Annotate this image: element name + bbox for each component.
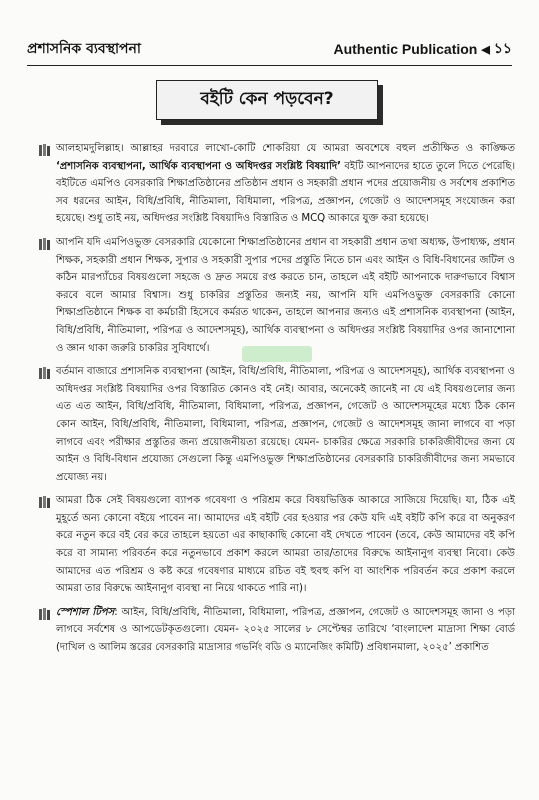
paragraph-5 xyxy=(38,604,515,657)
paragraph-3 xyxy=(38,363,515,486)
paragraph-text: আলহামদুলিল্লাহ। আল্লাহর দরবারে লাখো-কোটি শোকরিয়া যে আমরা অবশেষে বহুল প্রতীক্ষিত ও কাঙ্ক্ষিত ‘প্রশাসনিক ব্যবস্থাপনা, আর্থিক ব্যবস্থাপনা ও অধিদপ্তর সংশ্লিষ্ট বিষয়াদি’ বইটি আপনাদের হাতে তুলে দিতে পেরেছি। বইটিতে এমপিও বেসরকারি শিক্ষাপ্রতিষ্ঠানের প্রতিষ্ঠান প্রধান ও সহকারী প্রধান পদের প্রয়োজনীয় ও সর্বশেষ প্রকাশিত সব ধরনের আইন, বিধি/প্রবিধি, নীতিমালা, বিধিমালা, পরিপত্র, প্রজ্ঞাপন, গেজেট ও আদেশসমূহ সংযোজন করা হয়েছে। শুধু তাই নয়, অধিদপ্তর সংশ্লিষ্ট বিষয়াদিও বিস্তারিত ও MCQ আকারে যুক্ত করা হয়েছে। xyxy=(56,143,515,225)
chapter-title-box xyxy=(156,80,384,126)
paragraph-text: আপনি যদি এমপিওভুক্ত বেসরকারি যেকোনো শিক্ষাপ্রতিষ্ঠানের প্রধান বা সহকারী প্রধান তথা অধ্যক্ষ, উপাধ্যক্ষ, প্রধান শিক্ষক, সহকারী প্রধান শিক্ষক, সুপার ও সহকারী সুপার পদের প্রস্তুতি নিতে চান এবং আইন ও বিধি-বিধানের জটিল ও কঠিন মারপ্যাঁচের বিষয়গুলো সহজে ও দ্রুত সময়ে রপ্ত করতে চান, তাহলে এই বইটি আপনাকে দারুণভাবে বিশ্বাস করবে বলে আমার বিশ্বাস। শুধু চাকরির প্রস্তুতির জন্যই নয়, আপনি যদি এমপিওভুক্ত বেসরকারি কোনো শিক্ষাপ্রতিষ্ঠানে শিক্ষক বা কর্মচারী হিসেবে কর্মরত থাকেন, তাহলে আপনার জন্যও এই প্রশাসনিক ব্যবস্থাপনা (আইন, বিধি/প্রবিধি, নীতিমালা, পরিপত্র ও আদেশসমূহ), আর্থিক ব্যবস্থাপনা ও অধিদপ্তর সংশ্লিষ্ট বিষয়াদির ওপর জানাশোনা ও জ্ঞান থাকা জরুরি চাকরির সুবিধার্থে। xyxy=(56,236,515,354)
book-title-bold: ‘প্রশাসনিক ব্যবস্থাপনা, আর্থিক ব্যবস্থাপনা ও অধিদপ্তর সংশ্লিষ্ট বিষয়াদি’ xyxy=(56,160,341,172)
paragraph-text: আমরা ঠিক সেই বিষয়গুলো ব্যাপক গবেষণা ও পরিশ্রম করে বিষয়ভিত্তিক আকারে সাজিয়ে দিয়েছি। যা, ঠিক এই মুহূর্তে অন্য কোনো বইয়ে পাবেন না। আমাদের এই বইটি বের হওয়ার পর কেউ যদি এই বইটি কপি করে বা অনুকরণ করে নতুন করে বই বের করে তাহলে হয়তো এর কাছাকাছি কোনো বই দেখতে পাবেন (তবে, কেউ আমাদের বই কপি করে বা সামান্য পরিবর্তন করে নতুনভাবে প্রকাশ করলে আমরা তার/তাদের বিরুদ্ধে আইনানুগ ব্যবস্থা নিবো। কেউ আমাদের এত পরিশ্রম ও কষ্ট করে গবেষণার মাধ্যমে রচিত বই হুবহু কপি বা আংশিক পরিবর্তন করে প্রকাশ করলে আমরা তার বিরুদ্ধে আইনানুগ ব্যবস্থা না নিয়ে থাকতে পারি না)। xyxy=(56,495,515,595)
special-tips-label: স্পেশাল টিপস xyxy=(56,606,115,618)
stacked-books-bullet-icon xyxy=(38,143,56,157)
page-header xyxy=(27,40,512,66)
publisher-name: Authentic Publication xyxy=(333,41,478,57)
stacked-books-bullet-icon xyxy=(38,366,56,380)
stacked-books-bullet-icon xyxy=(38,495,56,509)
paragraph-4 xyxy=(38,492,515,598)
left-triangle-icon: ◀ xyxy=(481,43,490,56)
running-head-title: প্রশাসনিক ব্যবস্থাপনা xyxy=(27,41,141,57)
stacked-books-bullet-icon xyxy=(38,607,56,621)
paragraph-2 xyxy=(38,234,515,357)
stacked-books-bullet-icon xyxy=(38,237,56,251)
running-head-publisher xyxy=(333,37,512,61)
body-content xyxy=(38,140,515,663)
paragraph-text: বর্তমান বাজারে প্রশাসনিক ব্যবস্থাপনা (আইন, বিধি/প্রবিধি, নীতিমালা, পরিপত্র ও আদেশসমূহ), আর্থিক ব্যবস্থাপনা ও অধিদপ্তর সংশ্লিষ্ট বিষয়াদির ওপর বিস্তারিত কোনও বই নেই। আবার, অনেকেই জানেই না যে এই বিষয়গুলোর জন্য এত এত আইন, বিধি/প্রবিধি, নীতিমালা, বিধিমালা, পরিপত্র, প্রজ্ঞাপন, গেজেট ও আদেশসমূহের মধ্যে ঠিক কোন কোন আইন, বিধি/প্রবিধি, নীতিমালা, বিধিমালা, পরিপত্র, প্রজ্ঞাপন, গেজেট ও আদেশসমূহ জানা লাগবে বা পড়া লাগবে এবং পরীক্ষার প্রস্তুতির জন্য প্রয়োজনীয়তা রয়েছে। যেমন- চাকরির ক্ষেত্রে সরকারি চাকরিজীবীদের জন্য যে আইন ও বিধি-বিধান প্রযোজ্য সেগুলো কিন্তু এমপিওভুক্ত শিক্ষাপ্রতিষ্ঠানের বেসরকারি চাকরিজীবীদের জন্য সমভাবে প্রযোজ্য নয়। xyxy=(56,366,515,483)
chapter-title: বইটি কেন পড়বেন? xyxy=(156,80,378,120)
page-number: ১১ xyxy=(493,40,512,56)
paragraph-1 xyxy=(38,140,515,228)
paragraph-text: স্পেশাল টিপস: আইন, বিধি/প্রবিধি, নীতিমালা, বিধিমালা, পরিপত্র, প্রজ্ঞাপন, গেজেট ও আদেশসমূহ জানা ও পড়া লাগবে সর্বশেষ ও আপডেটকৃতগুলো। যেমন- ২০২৫ সালের ৮ সেপ্টেম্বর তারিখে ‘বাংলাদেশ মাদ্রাসা শিক্ষা বোর্ড (দাখিল ও আলিম স্তরের বেসরকারি মাদ্রাসার গভর্নিং বডি ও ম্যানেজিং কমিটি) প্রবিধানমালা, ২০২৫’ প্রকাশিত xyxy=(56,606,515,654)
